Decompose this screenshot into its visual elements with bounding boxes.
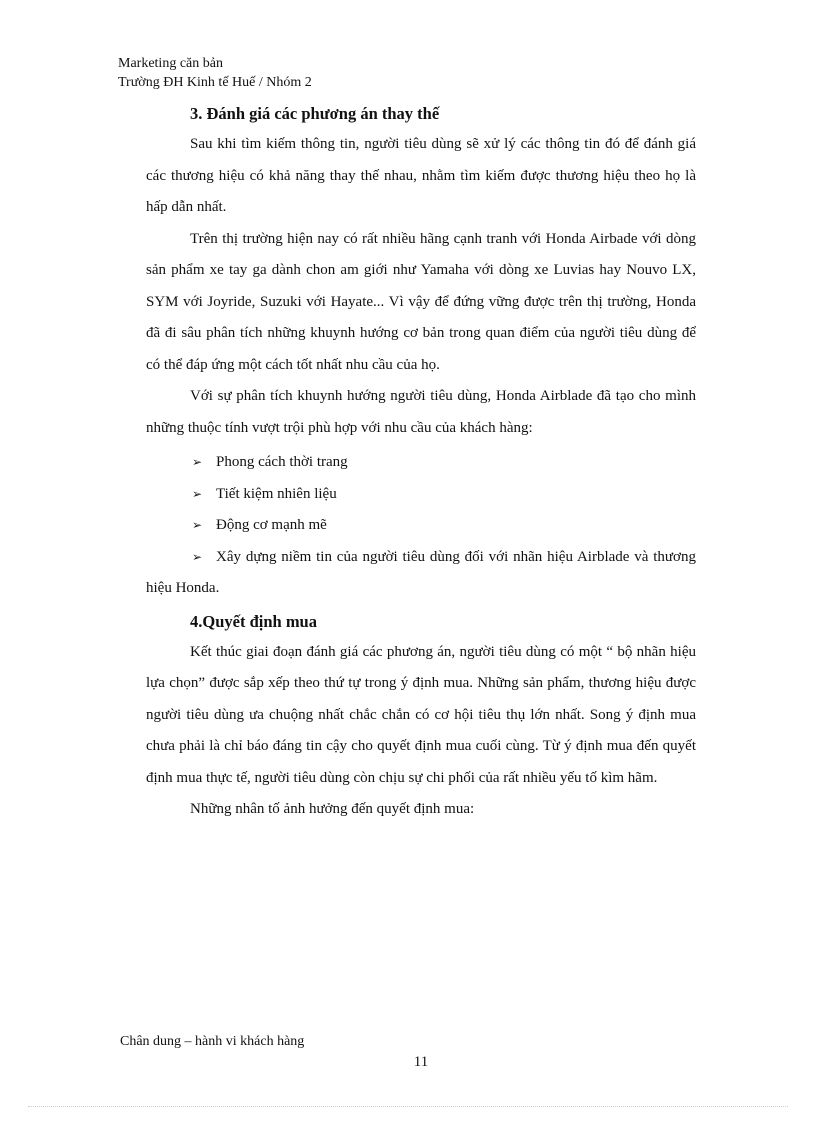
section-3-paragraph-1: Sau khi tìm kiếm thông tin, người tiêu dùng sẽ xử lý các thông tin đó để đánh giá các thương hiệu có khả năng thay thế nhau, nhằm tìm kiếm được thương hiệu theo họ là hấp dẫn nhất.: [146, 136, 696, 215]
page-boundary-divider: [28, 1106, 788, 1107]
list-item: [146, 542, 696, 605]
list-item-text: Phong cách thời trang: [216, 454, 348, 470]
header-course-title: Marketing căn bản: [118, 56, 223, 71]
section-3-paragraph-2: Trên thị trường hiện nay có rất nhiều hãng cạnh tranh với Honda Airbade với dòng sản phẩm xe tay ga dành chon am giới như Yamaha với dòng xe Luvias hay Nouvo LX, SYM với Joyride, Suzuki với Hayate... Vì vậy để đứng vững được trên thị trường, Honda đã đi sâu phân tích những khuynh hướng cơ bản trong quan điểm của người tiêu dùng để có thể đáp ứng một cách tốt nhất nhu cầu của họ.: [146, 230, 696, 373]
section-3-heading: 3. Đánh giá các phương án thay thế: [190, 104, 440, 123]
section-4-heading: 4.Quyết định mua: [190, 611, 317, 631]
list-item: [146, 510, 696, 542]
section-3-paragraph-3: Với sự phân tích khuynh hướng người tiêu dùng, Honda Airblade đã tạo cho mình những thuộc tính vượt trội phù hợp với nhu cầu của khách hàng:: [146, 388, 696, 436]
list-item-text: Động cơ mạnh mẽ: [216, 517, 327, 533]
attribute-list: [146, 447, 696, 605]
arrow-right-icon: ➢: [192, 486, 203, 501]
arrow-right-icon: ➢: [192, 518, 203, 532]
section-4-paragraph-2: Những nhân tố ảnh hưởng đến quyết định mua:: [190, 801, 475, 817]
arrow-right-icon: ➢: [192, 455, 203, 469]
header-school-group: Trường ĐH Kinh tế Huế / Nhóm 2: [118, 75, 312, 90]
list-item: [146, 479, 696, 511]
list-item-text: Xây dựng niềm tin của người tiêu dùng đối với nhãn hiệu Airblade và thương hiệu Honda.: [146, 548, 696, 596]
list-item: [146, 447, 696, 479]
arrow-right-icon: ➢: [192, 549, 203, 564]
running-footer: Chân dung – hành vi khách hàng: [120, 1034, 305, 1049]
section-4-paragraph-1: Kết thúc giai đoạn đánh giá các phương án, người tiêu dùng có một “ bộ nhãn hiệu lựa chọn” được sắp xếp theo thứ tự trong ý định mua. Những sản phẩm, thương hiệu được người tiêu dùng ưa chuộng nhất chắc chắn có cơ hội tiêu thụ lớn nhất. Song ý định mua chưa phải là chỉ báo đáng tin cậy cho quyết định mua cuối cùng. Từ ý định mua đến quyết định mua thực tế, người tiêu dùng còn chịu sự chi phối của rất nhiều yếu tố kìm hãm.: [146, 643, 696, 786]
list-item-text: Tiết kiệm nhiên liệu: [216, 485, 337, 502]
running-header: [118, 54, 312, 92]
page-number: 11: [413, 1054, 429, 1070]
page-body: [146, 99, 696, 826]
